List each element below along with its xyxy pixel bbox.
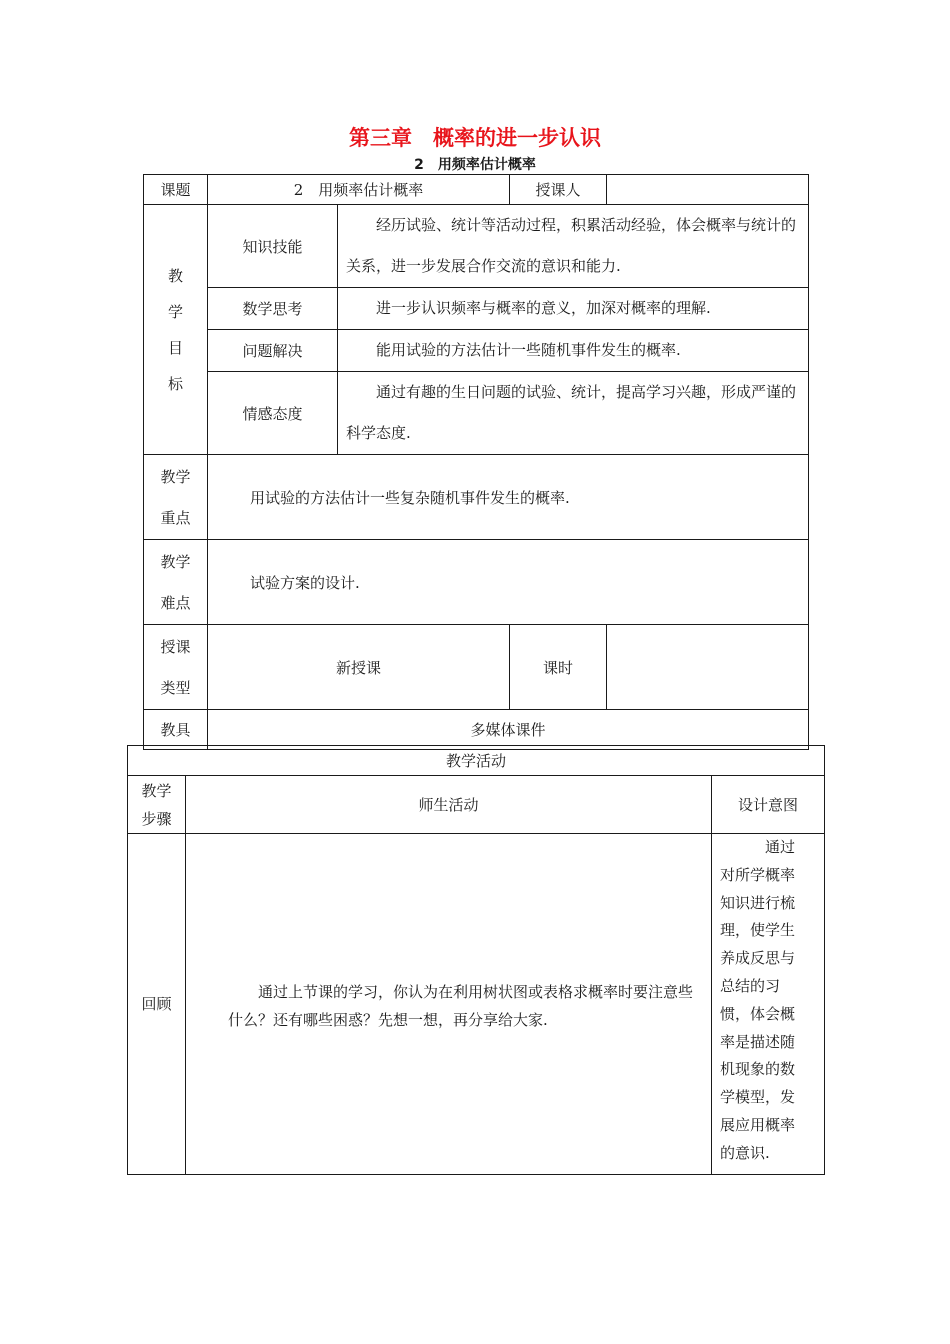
tools-value: 多媒体课件: [208, 710, 809, 750]
lesson-type-value: 新授课: [208, 625, 510, 710]
section-title: 2 用频率估计概率: [414, 157, 536, 173]
chapter-title: 第三章 概率的进一步认识: [349, 126, 601, 150]
difficulty-label: [144, 540, 208, 625]
goals-label-char: 学: [167, 302, 183, 321]
goal-label-thinking: 数学思考: [208, 288, 338, 330]
teacher-value: [607, 175, 809, 205]
lesson-info-table: [143, 174, 809, 750]
goals-label: [144, 205, 208, 455]
step-cell: 回顾: [128, 834, 186, 1175]
goals-label-char: 教: [167, 266, 183, 285]
lesson-type-label-line: 类型: [160, 679, 191, 697]
topic-value: 2 用频率估计概率: [208, 175, 510, 205]
tools-label: 教具: [144, 710, 208, 750]
goal-text-thinking: 进一步认识频率与概率的意义，加深对概率的理解.: [338, 288, 809, 330]
difficulty-text: 试验方案的设计.: [208, 540, 809, 625]
topic-label: 课题: [144, 175, 208, 205]
lesson-type-label: [144, 625, 208, 710]
hours-label: 课时: [510, 625, 607, 710]
intent-cell: 通过对所学概率知识进行梳理，使学生养成反思与总结的习惯，体会概率是描述随机现象的数学模型，发展应用概率的意识.: [712, 834, 825, 1175]
lesson-type-label-line: 授课: [160, 638, 191, 656]
goal-text-attitude: 通过有趣的生日问题的试验、统计，提高学习兴趣，形成严谨的科学态度.: [338, 372, 809, 455]
goal-label-knowledge: 知识技能: [208, 205, 338, 288]
goal-label-problem-solving: 问题解决: [208, 330, 338, 372]
goal-text-problem-solving: 能用试验的方法估计一些随机事件发生的概率.: [338, 330, 809, 372]
hours-value: [607, 625, 809, 710]
difficulty-label-line: 难点: [160, 594, 191, 612]
table-row: [128, 834, 825, 1175]
key-point-text: 用试验的方法估计一些复杂随机事件发生的概率.: [208, 455, 809, 540]
goal-label-attitude: 情感态度: [208, 372, 338, 455]
goal-text-knowledge: 经历试验、统计等活动过程，积累活动经验，体会概率与统计的关系，进一步发展合作交流的意识和能力.: [338, 205, 809, 288]
step-column-header: [128, 776, 186, 834]
goals-label-char: 目: [167, 338, 183, 357]
key-point-label-line: 教学: [160, 468, 191, 486]
difficulty-label-line: 教学: [160, 553, 191, 571]
step-column-header-line: 教学: [141, 781, 172, 800]
key-point-label: [144, 455, 208, 540]
step-column-header-line: 步骤: [141, 809, 172, 828]
activity-cell: 通过上节课的学习，你认为在利用树状图或表格求概率时要注意些什么？还有哪些困惑？先想一想，再分享给大家.: [186, 834, 712, 1175]
key-point-label-line: 重点: [160, 509, 191, 527]
activity-column-header: 师生活动: [186, 776, 712, 834]
activity-table-header: 教学活动: [128, 746, 825, 776]
teacher-label: 授课人: [510, 175, 607, 205]
teaching-activity-table: [127, 745, 825, 1175]
intent-column-header: 设计意图: [712, 776, 825, 834]
goals-label-char: 标: [167, 374, 183, 393]
